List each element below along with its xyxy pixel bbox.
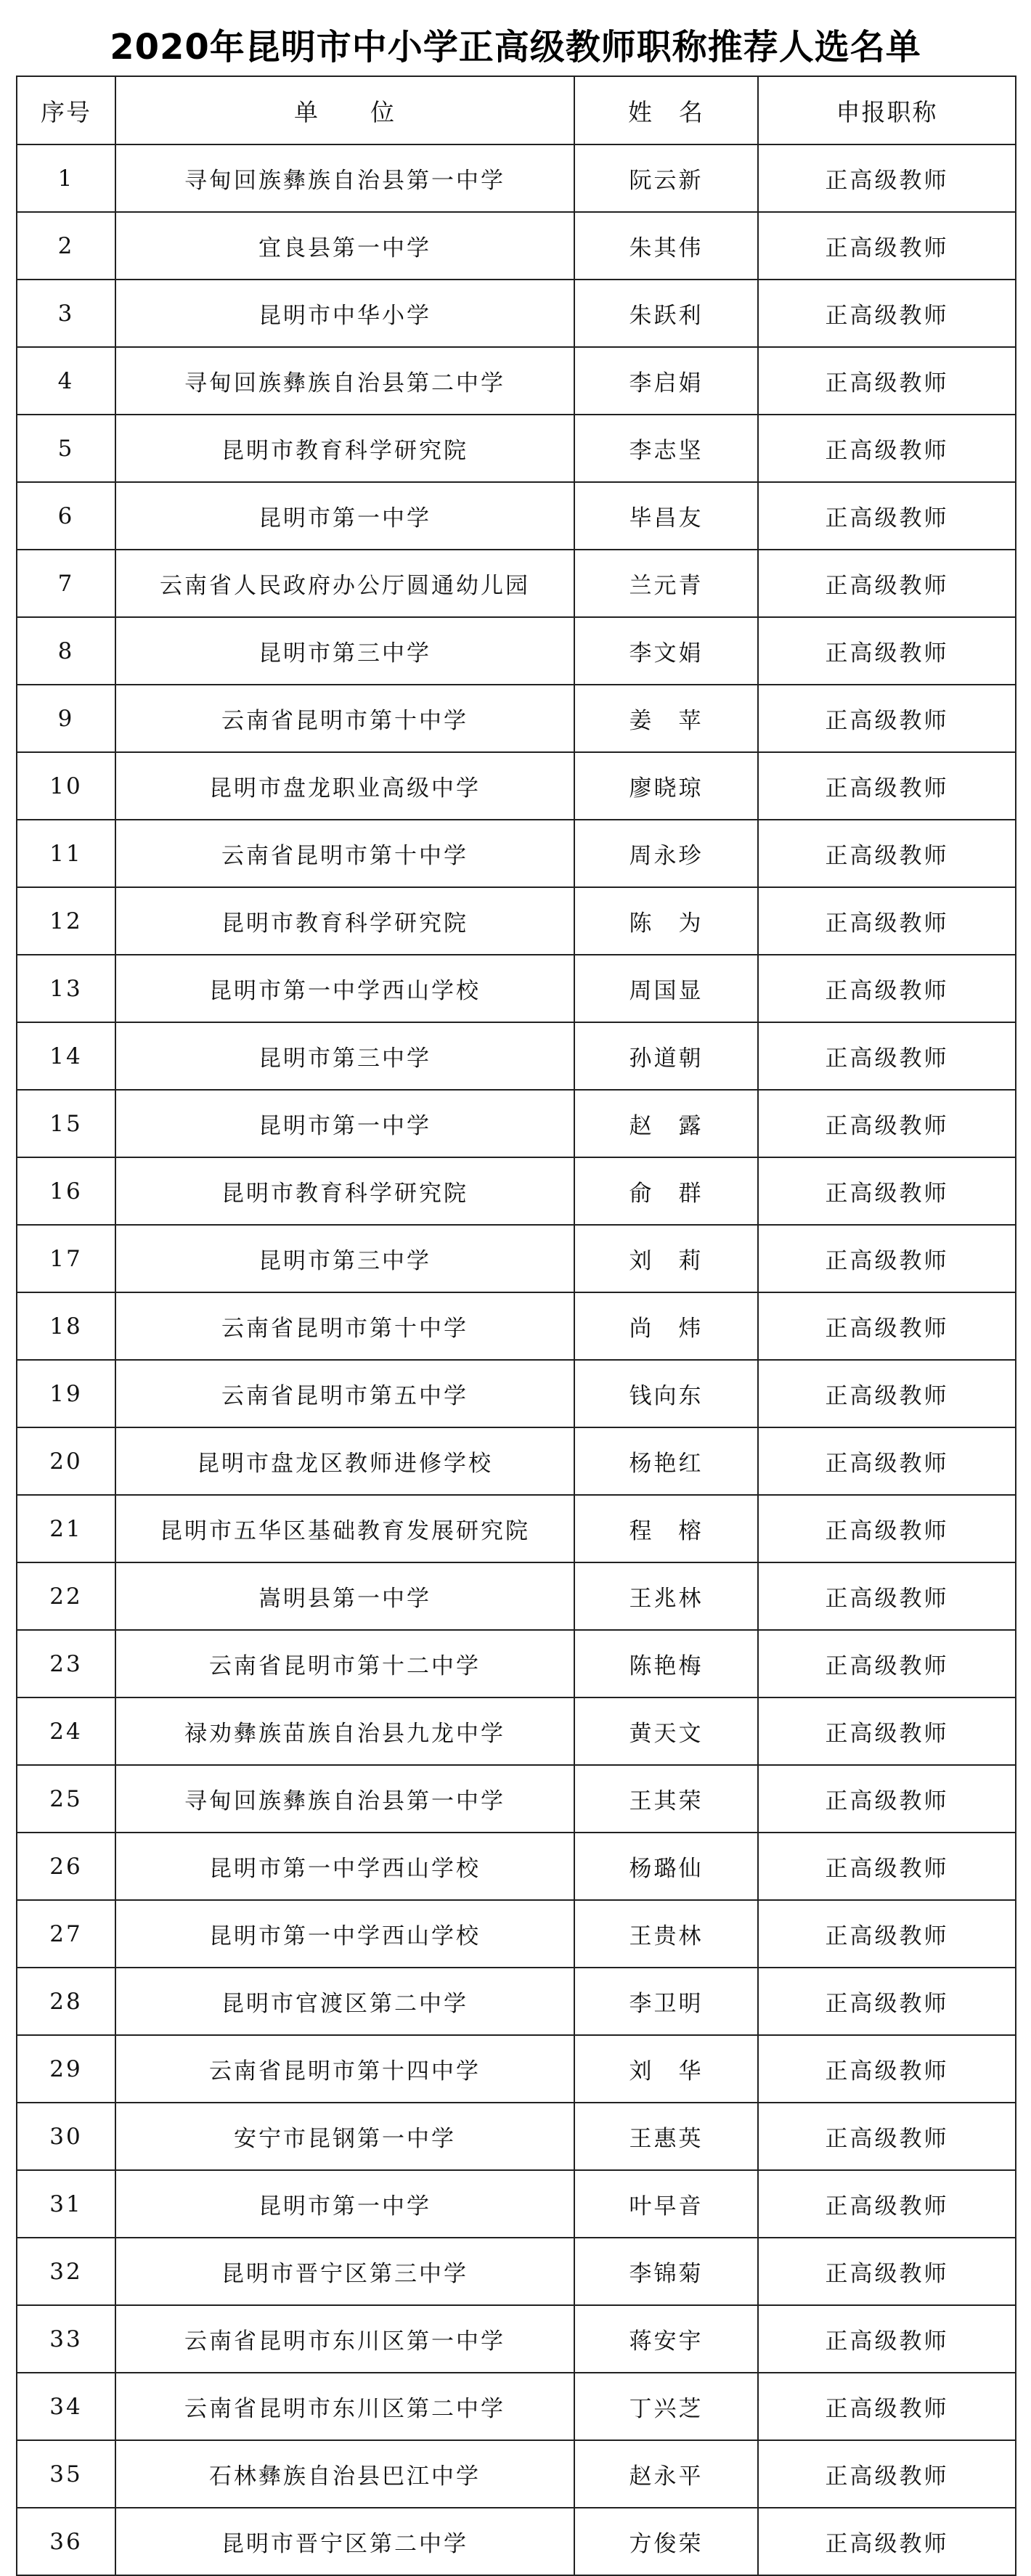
cell-unit: 昆明市第一中学西山学校 xyxy=(115,955,574,1022)
cell-unit: 昆明市第一中学 xyxy=(115,2170,574,2238)
cell-unit: 宜良县第一中学 xyxy=(115,212,574,280)
header-unit: 单 位 xyxy=(115,76,574,144)
cell-unit: 昆明市教育科学研究院 xyxy=(115,415,574,482)
cell-unit: 石林彝族自治县巴江中学 xyxy=(115,2440,574,2508)
cell-unit: 云南省昆明市第十中学 xyxy=(115,1292,574,1360)
cell-applied-title: 正高级教师 xyxy=(758,955,1016,1022)
table-row xyxy=(17,955,1016,1022)
cell-name: 李志坚 xyxy=(574,415,758,482)
cell-serial-number: 31 xyxy=(17,2170,115,2238)
table-header-row xyxy=(17,76,1016,144)
cell-applied-title: 正高级教师 xyxy=(758,1495,1016,1562)
cell-serial-number: 13 xyxy=(17,955,115,1022)
cell-name: 黄天文 xyxy=(574,1697,758,1765)
table-row xyxy=(17,1022,1016,1090)
table-row xyxy=(17,144,1016,212)
cell-unit: 昆明市第三中学 xyxy=(115,1022,574,1090)
cell-applied-title: 正高级教师 xyxy=(758,1427,1016,1495)
cell-unit: 嵩明县第一中学 xyxy=(115,1562,574,1630)
cell-serial-number: 30 xyxy=(17,2103,115,2170)
table-row xyxy=(17,1090,1016,1157)
cell-name: 丁兴芝 xyxy=(574,2373,758,2440)
cell-unit: 昆明市官渡区第二中学 xyxy=(115,1968,574,2035)
cell-unit: 云南省昆明市东川区第一中学 xyxy=(115,2305,574,2373)
cell-name: 蒋安宇 xyxy=(574,2305,758,2373)
cell-applied-title: 正高级教师 xyxy=(758,2170,1016,2238)
cell-applied-title: 正高级教师 xyxy=(758,685,1016,752)
cell-name: 毕昌友 xyxy=(574,482,758,550)
table-row xyxy=(17,1697,1016,1765)
header-serial-number: 序号 xyxy=(17,76,115,144)
cell-serial-number: 32 xyxy=(17,2238,115,2305)
cell-applied-title: 正高级教师 xyxy=(758,1360,1016,1427)
cell-name: 杨璐仙 xyxy=(574,1833,758,1900)
table-row xyxy=(17,685,1016,752)
table-row xyxy=(17,280,1016,347)
cell-name: 李锦菊 xyxy=(574,2238,758,2305)
cell-unit: 昆明市第一中学 xyxy=(115,482,574,550)
cell-applied-title: 正高级教师 xyxy=(758,1900,1016,1968)
cell-name: 朱跃利 xyxy=(574,280,758,347)
header-applied-title: 申报职称 xyxy=(758,76,1016,144)
cell-unit: 云南省人民政府办公厅圆通幼儿园 xyxy=(115,550,574,617)
cell-name: 李卫明 xyxy=(574,1968,758,2035)
cell-unit: 昆明市教育科学研究院 xyxy=(115,1157,574,1225)
table-row xyxy=(17,2305,1016,2373)
cell-name: 程 榕 xyxy=(574,1495,758,1562)
table-body xyxy=(17,144,1016,2575)
roster-table xyxy=(16,76,1016,2576)
cell-applied-title: 正高级教师 xyxy=(758,752,1016,820)
table-row xyxy=(17,1495,1016,1562)
cell-applied-title: 正高级教师 xyxy=(758,1157,1016,1225)
cell-applied-title: 正高级教师 xyxy=(758,347,1016,415)
cell-applied-title: 正高级教师 xyxy=(758,2103,1016,2170)
table-row xyxy=(17,482,1016,550)
table-row xyxy=(17,2170,1016,2238)
cell-serial-number: 10 xyxy=(17,752,115,820)
table-row xyxy=(17,347,1016,415)
table-row xyxy=(17,1833,1016,1900)
cell-applied-title: 正高级教师 xyxy=(758,212,1016,280)
table-row xyxy=(17,2035,1016,2103)
cell-applied-title: 正高级教师 xyxy=(758,1833,1016,1900)
cell-name: 方俊荣 xyxy=(574,2508,758,2575)
cell-applied-title: 正高级教师 xyxy=(758,617,1016,685)
cell-name: 王惠英 xyxy=(574,2103,758,2170)
cell-unit: 云南省昆明市第十四中学 xyxy=(115,2035,574,2103)
cell-unit: 昆明市教育科学研究院 xyxy=(115,887,574,955)
cell-applied-title: 正高级教师 xyxy=(758,1292,1016,1360)
cell-applied-title: 正高级教师 xyxy=(758,820,1016,887)
cell-name: 王贵林 xyxy=(574,1900,758,1968)
table-row xyxy=(17,1157,1016,1225)
table-row xyxy=(17,1900,1016,1968)
table-row xyxy=(17,1968,1016,2035)
cell-serial-number: 17 xyxy=(17,1225,115,1292)
cell-unit: 昆明市盘龙职业高级中学 xyxy=(115,752,574,820)
cell-serial-number: 24 xyxy=(17,1697,115,1765)
table-row xyxy=(17,2238,1016,2305)
cell-serial-number: 20 xyxy=(17,1427,115,1495)
cell-applied-title: 正高级教师 xyxy=(758,2508,1016,2575)
cell-serial-number: 8 xyxy=(17,617,115,685)
cell-applied-title: 正高级教师 xyxy=(758,550,1016,617)
cell-serial-number: 2 xyxy=(17,212,115,280)
cell-name: 刘 莉 xyxy=(574,1225,758,1292)
cell-serial-number: 35 xyxy=(17,2440,115,2508)
cell-serial-number: 27 xyxy=(17,1900,115,1968)
cell-unit: 云南省昆明市第五中学 xyxy=(115,1360,574,1427)
cell-serial-number: 14 xyxy=(17,1022,115,1090)
cell-unit: 昆明市第一中学 xyxy=(115,1090,574,1157)
cell-unit: 昆明市中华小学 xyxy=(115,280,574,347)
cell-applied-title: 正高级教师 xyxy=(758,887,1016,955)
table-row xyxy=(17,550,1016,617)
cell-applied-title: 正高级教师 xyxy=(758,1630,1016,1697)
cell-applied-title: 正高级教师 xyxy=(758,1968,1016,2035)
cell-applied-title: 正高级教师 xyxy=(758,415,1016,482)
cell-serial-number: 33 xyxy=(17,2305,115,2373)
cell-serial-number: 28 xyxy=(17,1968,115,2035)
cell-name: 李文娟 xyxy=(574,617,758,685)
cell-unit: 昆明市第三中学 xyxy=(115,617,574,685)
cell-serial-number: 23 xyxy=(17,1630,115,1697)
cell-unit: 寻甸回族彝族自治县第二中学 xyxy=(115,347,574,415)
cell-name: 赵 露 xyxy=(574,1090,758,1157)
cell-name: 周永珍 xyxy=(574,820,758,887)
cell-applied-title: 正高级教师 xyxy=(758,2440,1016,2508)
cell-unit: 昆明市第一中学西山学校 xyxy=(115,1900,574,1968)
cell-serial-number: 16 xyxy=(17,1157,115,1225)
cell-name: 赵永平 xyxy=(574,2440,758,2508)
cell-name: 朱其伟 xyxy=(574,212,758,280)
cell-applied-title: 正高级教师 xyxy=(758,1562,1016,1630)
cell-unit: 寻甸回族彝族自治县第一中学 xyxy=(115,1765,574,1833)
cell-applied-title: 正高级教师 xyxy=(758,280,1016,347)
header-name: 姓 名 xyxy=(574,76,758,144)
cell-applied-title: 正高级教师 xyxy=(758,1225,1016,1292)
cell-applied-title: 正高级教师 xyxy=(758,2035,1016,2103)
cell-unit: 安宁市昆钢第一中学 xyxy=(115,2103,574,2170)
cell-unit: 云南省昆明市东川区第二中学 xyxy=(115,2373,574,2440)
cell-applied-title: 正高级教师 xyxy=(758,2305,1016,2373)
cell-serial-number: 19 xyxy=(17,1360,115,1427)
table-row xyxy=(17,617,1016,685)
cell-unit: 昆明市五华区基础教育发展研究院 xyxy=(115,1495,574,1562)
cell-name: 尚 炜 xyxy=(574,1292,758,1360)
cell-serial-number: 15 xyxy=(17,1090,115,1157)
cell-applied-title: 正高级教师 xyxy=(758,144,1016,212)
cell-name: 李启娟 xyxy=(574,347,758,415)
cell-name: 刘 华 xyxy=(574,2035,758,2103)
cell-serial-number: 12 xyxy=(17,887,115,955)
cell-serial-number: 11 xyxy=(17,820,115,887)
cell-serial-number: 3 xyxy=(17,280,115,347)
table-row xyxy=(17,2103,1016,2170)
table-row xyxy=(17,1225,1016,1292)
cell-unit: 寻甸回族彝族自治县第一中学 xyxy=(115,144,574,212)
cell-unit: 云南省昆明市第十中学 xyxy=(115,820,574,887)
cell-name: 钱向东 xyxy=(574,1360,758,1427)
cell-name: 兰元青 xyxy=(574,550,758,617)
table-row xyxy=(17,212,1016,280)
table-row xyxy=(17,1562,1016,1630)
cell-name: 阮云新 xyxy=(574,144,758,212)
table-row xyxy=(17,2373,1016,2440)
cell-serial-number: 36 xyxy=(17,2508,115,2575)
cell-unit: 昆明市第三中学 xyxy=(115,1225,574,1292)
table-row xyxy=(17,415,1016,482)
cell-name: 廖晓琼 xyxy=(574,752,758,820)
cell-unit: 云南省昆明市第十二中学 xyxy=(115,1630,574,1697)
cell-serial-number: 22 xyxy=(17,1562,115,1630)
cell-applied-title: 正高级教师 xyxy=(758,1090,1016,1157)
cell-applied-title: 正高级教师 xyxy=(758,482,1016,550)
cell-name: 杨艳红 xyxy=(574,1427,758,1495)
cell-applied-title: 正高级教师 xyxy=(758,2373,1016,2440)
cell-unit: 昆明市盘龙区教师进修学校 xyxy=(115,1427,574,1495)
cell-unit: 云南省昆明市第十中学 xyxy=(115,685,574,752)
table-row xyxy=(17,1765,1016,1833)
table-row xyxy=(17,820,1016,887)
cell-name: 姜 苹 xyxy=(574,685,758,752)
cell-name: 周国显 xyxy=(574,955,758,1022)
cell-serial-number: 1 xyxy=(17,144,115,212)
cell-serial-number: 6 xyxy=(17,482,115,550)
cell-name: 王兆林 xyxy=(574,1562,758,1630)
cell-name: 陈艳梅 xyxy=(574,1630,758,1697)
cell-serial-number: 21 xyxy=(17,1495,115,1562)
cell-serial-number: 4 xyxy=(17,347,115,415)
page-title: 2020年昆明市中小学正高级教师职称推荐人选名单 xyxy=(110,27,921,68)
cell-serial-number: 7 xyxy=(17,550,115,617)
cell-name: 孙道朝 xyxy=(574,1022,758,1090)
cell-name: 王其荣 xyxy=(574,1765,758,1833)
cell-serial-number: 9 xyxy=(17,685,115,752)
cell-serial-number: 26 xyxy=(17,1833,115,1900)
cell-applied-title: 正高级教师 xyxy=(758,1697,1016,1765)
table-row xyxy=(17,1360,1016,1427)
table-row xyxy=(17,752,1016,820)
cell-applied-title: 正高级教师 xyxy=(758,1022,1016,1090)
cell-serial-number: 29 xyxy=(17,2035,115,2103)
table-row xyxy=(17,1427,1016,1495)
table-row xyxy=(17,2440,1016,2508)
table-row xyxy=(17,2508,1016,2575)
cell-applied-title: 正高级教师 xyxy=(758,2238,1016,2305)
cell-applied-title: 正高级教师 xyxy=(758,1765,1016,1833)
cell-serial-number: 25 xyxy=(17,1765,115,1833)
cell-unit: 昆明市第一中学西山学校 xyxy=(115,1833,574,1900)
table-row xyxy=(17,1630,1016,1697)
cell-unit: 昆明市晋宁区第二中学 xyxy=(115,2508,574,2575)
table-row xyxy=(17,887,1016,955)
cell-name: 陈 为 xyxy=(574,887,758,955)
cell-name: 叶早音 xyxy=(574,2170,758,2238)
cell-unit: 昆明市晋宁区第三中学 xyxy=(115,2238,574,2305)
cell-serial-number: 34 xyxy=(17,2373,115,2440)
cell-name: 俞 群 xyxy=(574,1157,758,1225)
cell-serial-number: 5 xyxy=(17,415,115,482)
cell-unit: 禄劝彝族苗族自治县九龙中学 xyxy=(115,1697,574,1765)
cell-serial-number: 18 xyxy=(17,1292,115,1360)
table-row xyxy=(17,1292,1016,1360)
